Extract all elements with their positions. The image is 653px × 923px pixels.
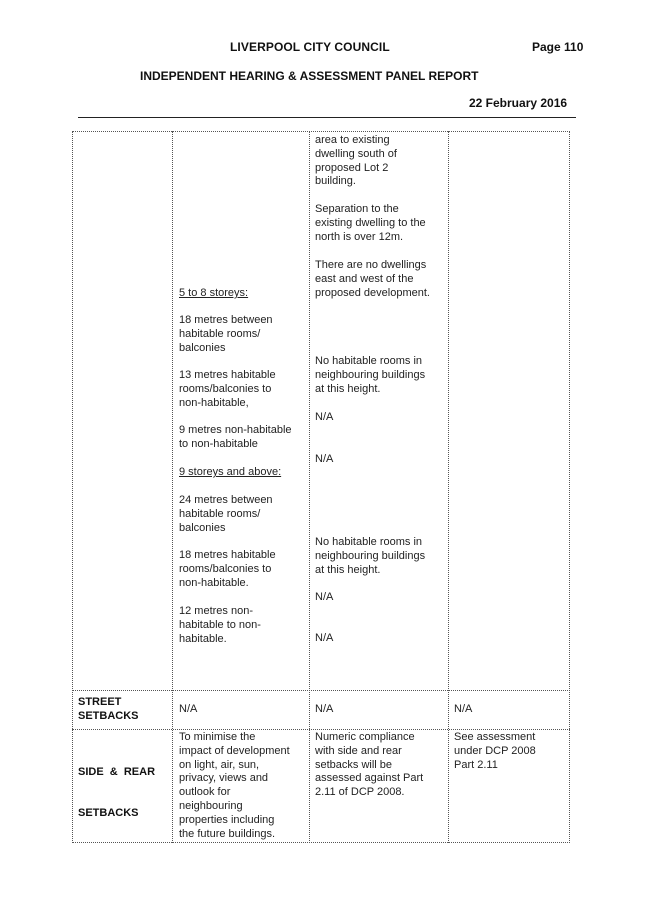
heading-9-storeys-and-above: 9 storeys and above: bbox=[179, 466, 282, 478]
control-12m-non-habitable: 12 metres non- habitable to non- habitable. bbox=[179, 605, 261, 645]
heading-5-to-8-storeys: 5 to 8 storeys: bbox=[179, 287, 249, 299]
separation-south-note: area to existing dwelling south of proposed Lot 2 building. bbox=[315, 134, 397, 188]
response-na: N/A bbox=[315, 632, 334, 644]
row-label-side-rear-setbacks: SIDE & REAR SETBACKS bbox=[78, 765, 156, 819]
response-na: N/A bbox=[315, 411, 334, 423]
page-number: Page 110 bbox=[532, 40, 584, 54]
report-title: INDEPENDENT HEARING & ASSESSMENT PANEL REPORT bbox=[140, 69, 479, 83]
side-rear-setbacks-response: Numeric compliance with side and rear setbacks will be assessed against Part 2.11 of DCP 2008. bbox=[315, 731, 424, 799]
side-rear-setbacks-objective: To minimise the impact of development on light, air, sun, privacy, views and outlook for neighbouring properties including the future buildings. bbox=[179, 731, 290, 840]
street-setbacks-compliance: N/A bbox=[454, 703, 473, 715]
table-column-divider bbox=[448, 131, 449, 843]
table-row-divider bbox=[72, 690, 570, 691]
control-18m-habitable: 18 metres between habitable rooms/ balconies bbox=[179, 314, 273, 354]
table-row-divider bbox=[72, 729, 570, 730]
response-no-habitable-rooms: No habitable rooms in neighbouring buildings at this height. bbox=[315, 536, 426, 576]
control-18m-habitable-to-non: 18 metres habitable rooms/balconies to non-habitable. bbox=[179, 549, 276, 589]
row-label-street-setbacks: STREET SETBACKS bbox=[78, 696, 139, 722]
council-name: LIVERPOOL CITY COUNCIL bbox=[230, 40, 390, 54]
header-divider bbox=[78, 117, 576, 118]
report-date: 22 February 2016 bbox=[469, 96, 568, 110]
street-setbacks-control: N/A bbox=[179, 703, 198, 715]
street-setbacks-response: N/A bbox=[315, 703, 334, 715]
control-24m-habitable: 24 metres between habitable rooms/ balconies bbox=[179, 494, 273, 534]
response-na: N/A bbox=[315, 591, 334, 603]
table-column-divider bbox=[309, 131, 310, 843]
response-no-habitable-rooms: No habitable rooms in neighbouring buildings at this height. bbox=[315, 355, 426, 395]
separation-east-west-note: There are no dwellings east and west of the proposed development. bbox=[315, 259, 430, 299]
control-9m-non-habitable: 9 metres non-habitable to non-habitable bbox=[179, 424, 292, 450]
control-13m-habitable-to-non: 13 metres habitable rooms/balconies to non-habitable, bbox=[179, 369, 276, 409]
separation-north-note: Separation to the existing dwelling to the north is over 12m. bbox=[315, 203, 426, 243]
table-column-divider bbox=[172, 131, 173, 843]
side-rear-setbacks-compliance: See assessment under DCP 2008 Part 2.11 bbox=[454, 731, 536, 771]
response-na: N/A bbox=[315, 453, 334, 465]
